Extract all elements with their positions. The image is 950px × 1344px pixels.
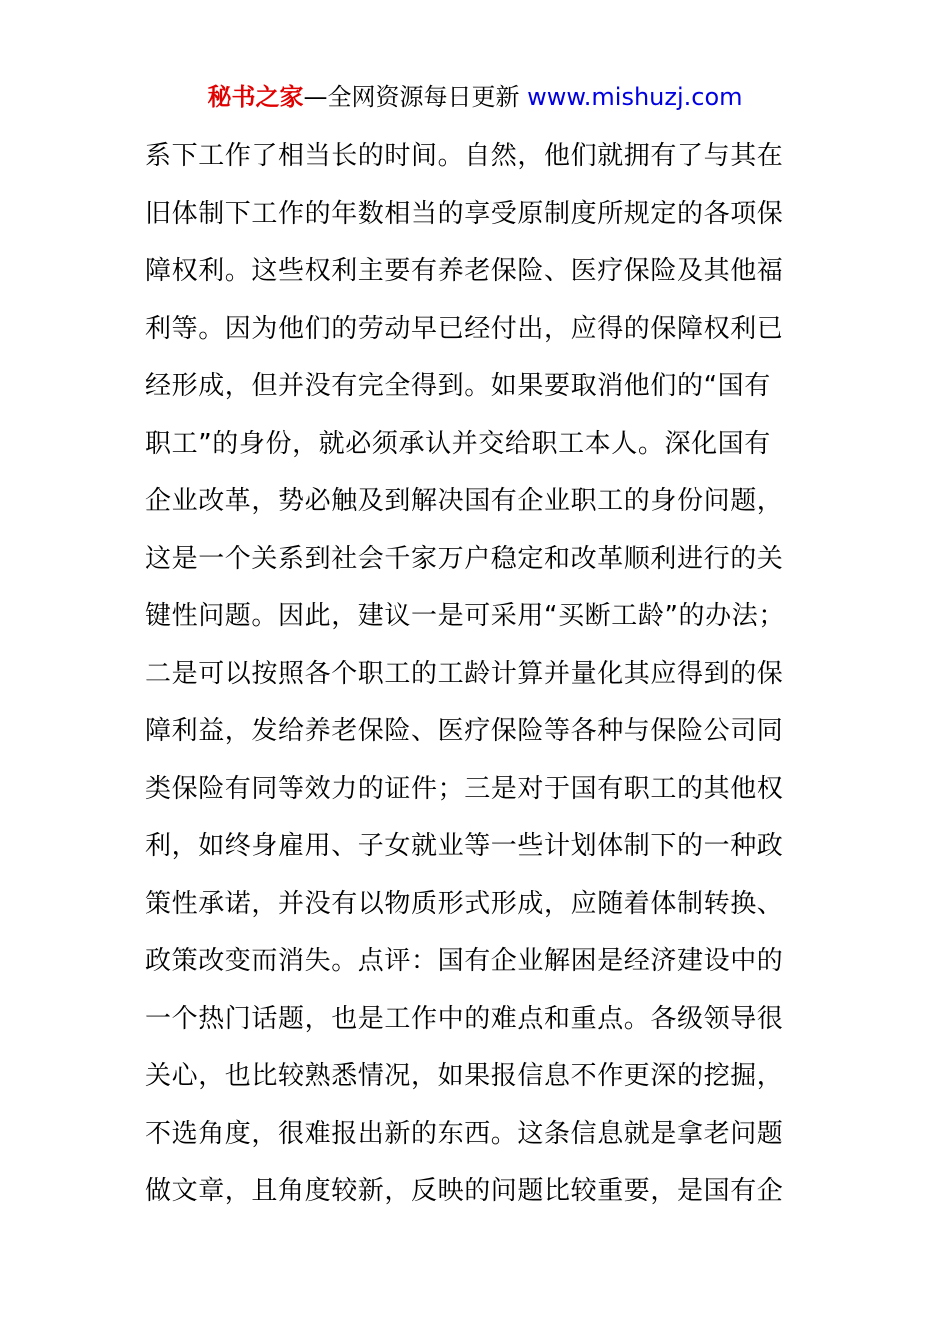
body-line: 经形成，但并没有完全得到。如果要取消他们的“国有 — [145, 371, 771, 401]
body-line: 策性承诺，并没有以物质形式形成，应随着体制转换、 — [145, 888, 784, 919]
body-line: 做文章，且角度较新，反映的问题比较重要，是国有企 — [145, 1176, 784, 1206]
page-header — [0, 80, 950, 114]
body-line: 利等。因为他们的劳动早已经付出，应得的保障权利已 — [145, 313, 784, 344]
body-line: 障利益，发给养老保险、医疗保险等各种与保险公司同 — [145, 716, 784, 746]
body-line: 职工”的身份，就必须承认并交给职工本人。深化国有 — [145, 428, 771, 459]
body-line: 不选角度，很难报出新的东西。这条信息就是拿老问题 — [145, 1118, 784, 1149]
body-line: 一个热门话题，也是工作中的难点和重点。各级领导很 — [145, 1003, 784, 1034]
body-line: 类保险有同等效力的证件；三是对于国有职工的其他权 — [145, 773, 784, 804]
body-line: 键性问题。因此，建议一是可采用“买断工龄”的办法； — [145, 601, 785, 631]
body-line: 关心，也比较熟悉情况，如果报信息不作更深的挖掘， — [145, 1061, 784, 1091]
body-line: 这是一个关系到社会千家万户稳定和改革顺利进行的关 — [145, 543, 784, 574]
site-url: www.mishuzj.com — [527, 83, 743, 111]
body-line: 二是可以按照各个职工的工龄计算并量化其应得到的保 — [145, 658, 784, 689]
body-line: 企业改革，势必触及到解决国有企业职工的身份问题， — [145, 486, 784, 516]
body-line: 政策改变而消失。点评：国有企业解困是经济建设中的 — [145, 946, 784, 976]
body-line: 旧体制下工作的年数相当的享受原制度所规定的各项保 — [145, 198, 784, 229]
body-line: 利，如终身雇用、子女就业等一些计划体制下的一种政 — [145, 831, 784, 861]
brand-name: 秘书之家 — [207, 83, 304, 111]
body-line: 障权利。这些权利主要有养老保险、医疗保险及其他福 — [145, 256, 784, 286]
header-tagline: —全网资源每日更新 — [303, 83, 520, 111]
body-line: 系下工作了相当长的时间。自然，他们就拥有了与其在 — [145, 141, 784, 171]
document-body — [145, 128, 845, 1221]
